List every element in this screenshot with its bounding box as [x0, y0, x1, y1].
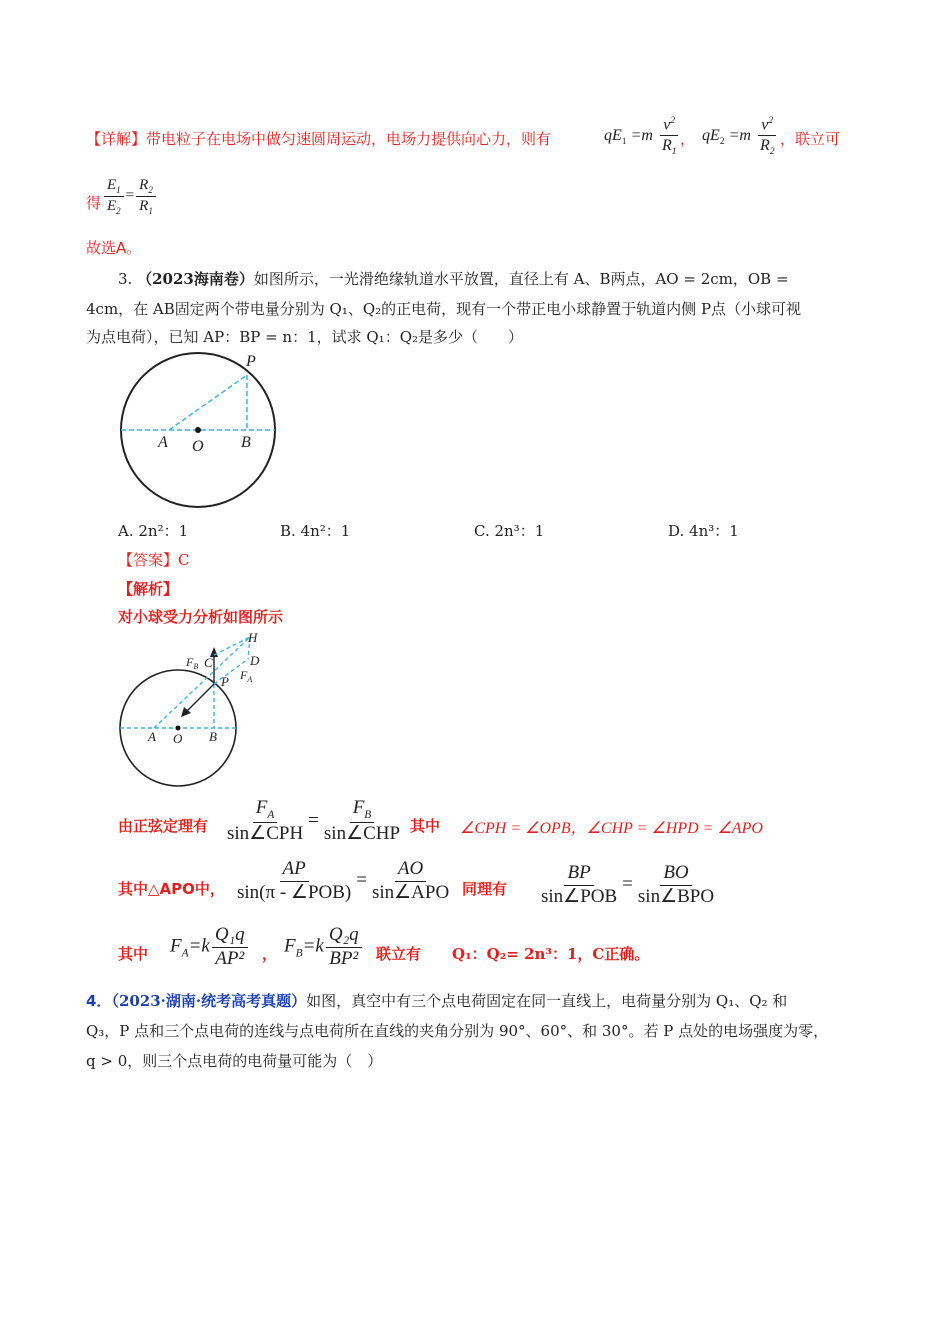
q4-line3: q > 0，则三个点电荷的电荷量可能为（ ）: [86, 1052, 383, 1070]
sine-angles: ∠CPH = ∠OPB，∠CHP = ∠HPD = ∠APO: [460, 820, 763, 837]
detail-text-2: ，联立可: [780, 130, 841, 148]
detail-tag: 【详解】: [86, 130, 147, 148]
q3-line1: 3. （2023海南卷）如图所示，一光滑绝缘轨道水平放置，直径上有 A、B两点，AO = 2cm，OB =: [118, 270, 789, 288]
q3-analysis-label: 【解析】: [118, 580, 179, 598]
q3-figure-forces: [110, 625, 280, 795]
detail-choose: 故选A。: [86, 239, 142, 257]
fig2-label-A: A: [148, 729, 156, 744]
q3-answer: 【答案】C: [118, 551, 190, 569]
q3-line2: 4cm，在 AB固定两个带电量分别为 Q₁、Q₂的正电荷，现有一个带正电小球静置于轨道内侧 P点（小球可视: [86, 300, 802, 318]
tri-prefix: 其中△APO中，: [118, 880, 225, 898]
fig1-label-A: A: [158, 434, 168, 451]
fig2-label-FB: $F_B$: [186, 655, 199, 671]
sine-equation: $\frac{F_A}{\text{sin∠CPH}}$ = $\frac{F_B}{\text{sin∠CHP}}$: [227, 797, 401, 845]
k-equation-b: $F_B=k$ $\frac{\text{Q₂q}}{\text{BP²}}$: [284, 924, 364, 971]
sine-mid: 其中: [410, 817, 441, 835]
fig1-label-O: O: [192, 438, 204, 455]
fig2-label-B: B: [209, 729, 217, 744]
k-equation-a: $F_A=k$ $\frac{\text{Q₁q}}{\text{AP²}}$: [170, 924, 250, 971]
tri-equation-1: $\frac{AP}{\text{sin(π - ∠POB)}}$ = $\frac{AO}{\text{sin∠APO}}$: [237, 858, 450, 903]
q4-line1: 4．（2023·湖南·统考高考真题）如图，真空中有三个点电荷固定在同一直线上，电荷量分别为 Q₁、Q₂ 和: [86, 992, 788, 1010]
q3-option-c: C. 2n³：1: [474, 522, 545, 540]
detail-text: 带电粒子在电场中做匀速圆周运动，电场力提供向心力，则有: [146, 130, 552, 148]
q3-option-d: D. 4n³：1: [668, 522, 739, 540]
tri-equation-2: $\frac{BP}{\text{sin∠POB}}$ = $\frac{BO}{\text{sin∠BPO}}$: [541, 862, 715, 907]
fig2-label-FA: $F_A$: [240, 668, 253, 684]
eq-sep: ，: [680, 130, 696, 148]
q4-line2: Q₃，P 点和三个点电荷的连线与点电荷所在直线的夹角分别为 90°、60°、和 30°。若 P 点处的电场强度为零，: [86, 1022, 829, 1040]
q3-line3: 为点电荷），已知 AP：BP = n：1，试求 Q₁：Q₂是多少（ ）: [86, 328, 524, 346]
k-prefix: 其中: [118, 945, 149, 963]
q3-option-b: B. 4n²：1: [280, 522, 351, 540]
q3-figure-circle: [110, 345, 290, 515]
fig1-label-P: P: [246, 353, 256, 370]
k-sep: ，: [262, 945, 278, 963]
fig2-label-P: P: [221, 674, 229, 689]
q3-option-a: A. 2n²：1: [118, 522, 189, 540]
q3-analysis-text: 对小球受力分析如图所示: [118, 608, 284, 626]
fig2-label-D: D: [250, 653, 260, 668]
fig2-label-O: O: [173, 731, 183, 746]
k-result: Q₁：Q₂= 2n³：1，C正确。: [452, 945, 650, 963]
detail-paragraph: [86, 128, 551, 149]
eq-ratio: $\frac{E_1}{E_2}$ = $\frac{R_2}{R_1}$: [102, 176, 158, 217]
fig2-label-C: C: [204, 655, 213, 670]
k-mid: 联立有: [376, 945, 422, 963]
sine-prefix: 由正弦定理有: [118, 817, 209, 835]
eq-qE1: $qE_1 =m$ $\frac{v^2}{R_1}$: [604, 115, 677, 157]
tri-mid: 同理有: [462, 880, 508, 898]
eq-qE2: $qE_2 =m$ $\frac{v^2}{R_2}$: [702, 115, 775, 157]
detail-line2-prefix: 得: [86, 194, 102, 212]
fig2-label-H: H: [248, 630, 258, 645]
fig1-label-B: B: [241, 434, 251, 451]
